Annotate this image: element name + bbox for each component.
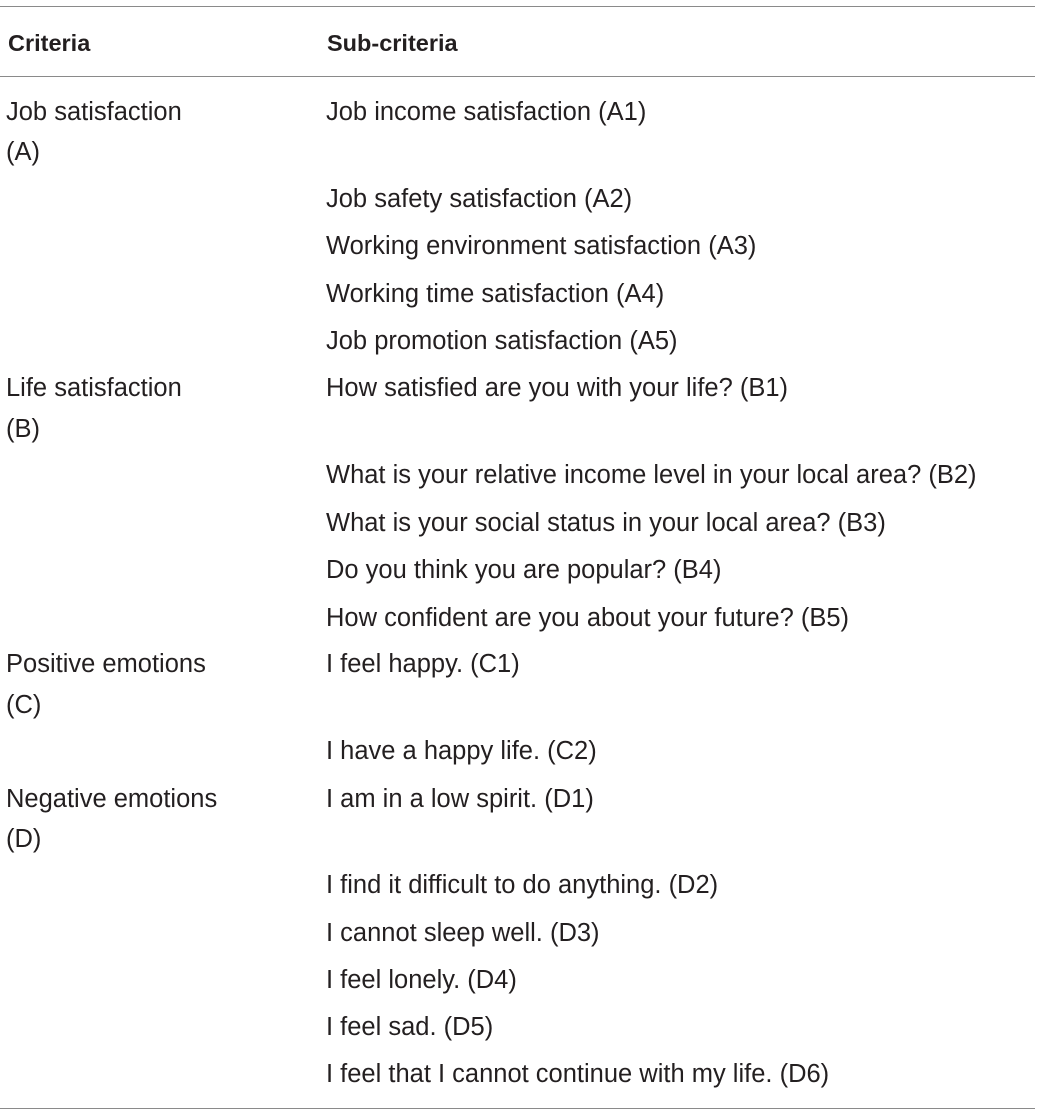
sub-criteria-d4: I feel lonely. (D4) xyxy=(326,966,517,994)
table-header-rule xyxy=(0,76,1035,77)
header-sub-criteria: Sub-criteria xyxy=(327,30,458,56)
sub-criteria-a5: Job promotion satisfaction (A5) xyxy=(326,327,678,355)
criteria-d-label: Negative emotions xyxy=(6,785,218,813)
sub-criteria-b5: How confident are you about your future? (B5) xyxy=(326,604,850,632)
sub-criteria-c2: I have a happy life. (C2) xyxy=(326,737,597,765)
criteria-b-label: Life satisfaction xyxy=(6,374,182,402)
sub-criteria-d5: I feel sad. (D5) xyxy=(326,1013,494,1041)
sub-criteria-d6: I feel that I cannot continue with my life. (D6) xyxy=(326,1060,830,1088)
sub-criteria-a2: Job safety satisfaction (A2) xyxy=(326,185,633,213)
sub-criteria-d3: I cannot sleep well. (D3) xyxy=(326,919,600,947)
criteria-a-label: Job satisfaction xyxy=(6,98,182,126)
sub-criteria-b4: Do you think you are popular? (B4) xyxy=(326,556,722,584)
sub-criteria-d1: I am in a low spirit. (D1) xyxy=(326,785,594,813)
criteria-b-code: (B) xyxy=(6,415,40,443)
criteria-c-label: Positive emotions xyxy=(6,650,206,678)
sub-criteria-b1: How satisfied are you with your life? (B1) xyxy=(326,374,789,402)
criteria-d-code: (D) xyxy=(6,825,42,853)
criteria-a-code: (A) xyxy=(6,138,40,166)
sub-criteria-a3: Working environment satisfaction (A3) xyxy=(326,232,757,260)
table-top-rule xyxy=(0,6,1035,7)
sub-criteria-a4: Working time satisfaction (A4) xyxy=(326,280,665,308)
sub-criteria-b3: What is your social status in your local area? (B3) xyxy=(326,509,886,537)
header-criteria: Criteria xyxy=(8,30,91,56)
table-bottom-rule xyxy=(0,1108,1035,1109)
sub-criteria-c1: I feel happy. (C1) xyxy=(326,650,520,678)
sub-criteria-b2: What is your relative income level in your local area? (B2) xyxy=(326,461,977,489)
sub-criteria-d2: I find it difficult to do anything. (D2) xyxy=(326,871,719,899)
criteria-c-code: (C) xyxy=(6,691,42,719)
sub-criteria-a1: Job income satisfaction (A1) xyxy=(326,98,647,126)
